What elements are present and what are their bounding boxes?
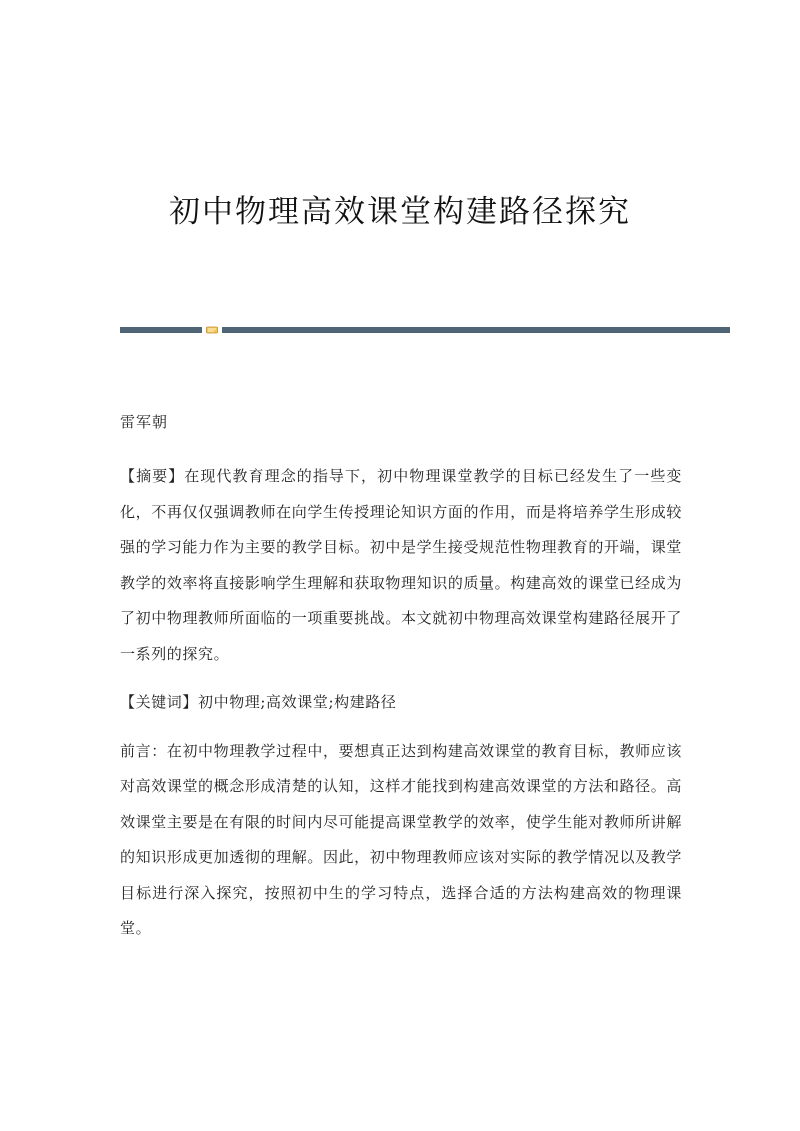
title-divider bbox=[120, 325, 730, 333]
abstract-paragraph: 【摘要】在现代教育理念的指导下，初中物理课堂教学的目标已经发生了一些变化，不再仅仅强调教师在向学生传授理论知识方面的作用，而是将培养学生形成较强的学习能力作为主要的教学目标。初中是学生接受规范性物理教育的开端，课堂教学的效率将直接影响学生理解和获取物理知识的质量。构建高效的课堂已经成为了初中物理教师所面临的一项重要挑战。本文就初中物理高效课堂构建路径展开了一系列的探究。 bbox=[120, 467, 682, 663]
divider-right-bar bbox=[222, 327, 730, 333]
preface-paragraph: 前言：在初中物理教学过程中，要想真正达到构建高效课堂的教育目标，教师应该对高效课堂的概念形成清楚的认知，这样才能找到构建高效课堂的方法和路径。高效课堂主要是在有限的时间内尽可能提高课堂教学的效率，使学生能对教师所讲解的知识形成更加透彻的理解。因此，初中物理教师应该对实际的教学情况以及教学目标进行深入探究，按照初中生的学习特点，选择合适的方法构建高效的物理课堂。 bbox=[120, 741, 682, 937]
divider-left-bar bbox=[120, 327, 202, 333]
document-title: 初中物理高效课堂构建路径探究 bbox=[169, 194, 631, 230]
keywords-paragraph: 【关键词】初中物理;高效课堂;构建路径 bbox=[120, 693, 397, 711]
author-name: 雷军朝 bbox=[120, 413, 169, 431]
pencil-icon bbox=[206, 325, 218, 335]
document-body bbox=[120, 398, 682, 947]
